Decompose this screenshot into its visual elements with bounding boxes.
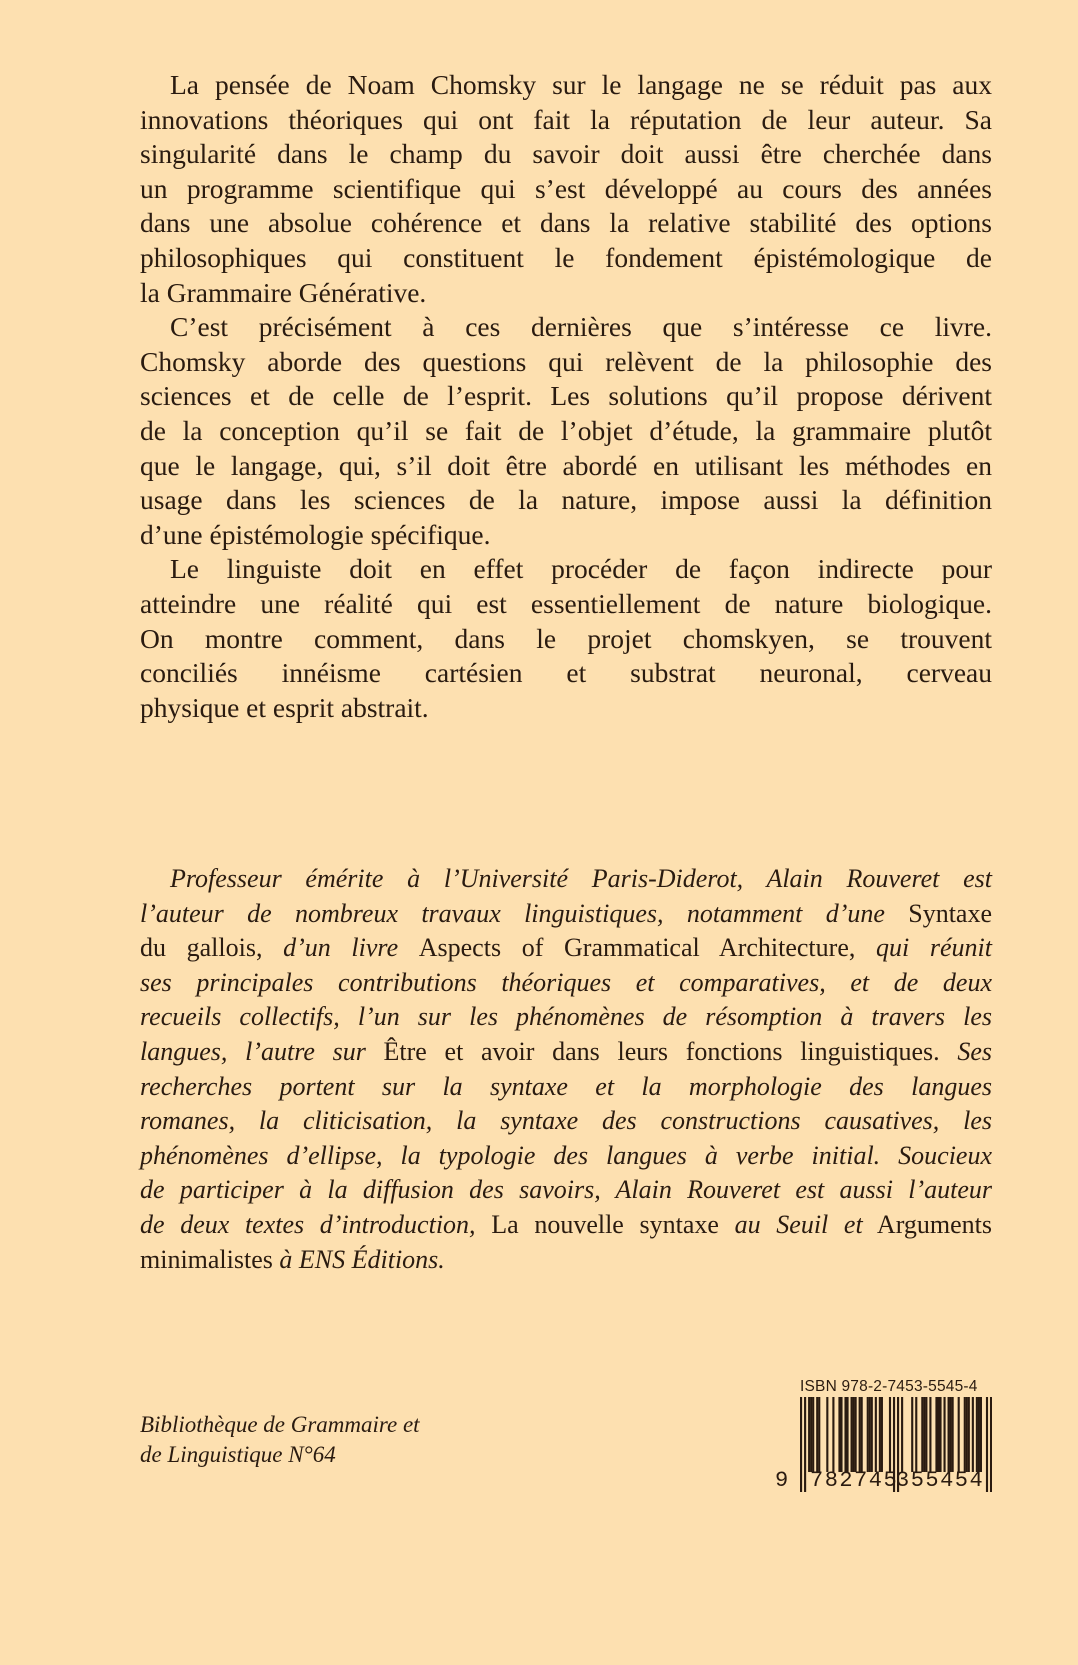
text-line: que le langage, qui, s’il doit être abordé en utilisant les méthodes en xyxy=(140,449,992,481)
barcode-bar xyxy=(881,1397,883,1472)
barcode-bar xyxy=(990,1397,992,1492)
barcode-bar xyxy=(812,1397,814,1472)
bio-line xyxy=(140,862,992,897)
barcode-bar xyxy=(840,1397,842,1472)
barcode-bar xyxy=(958,1397,960,1472)
barcode-bar xyxy=(952,1397,954,1472)
barcode-bar xyxy=(846,1397,848,1472)
bio-line xyxy=(140,1173,992,1208)
barcode-bar xyxy=(867,1397,869,1472)
barcode-bar xyxy=(844,1397,846,1472)
barcode-bar xyxy=(925,1397,927,1472)
barcode-bar xyxy=(800,1397,802,1492)
barcode-bar xyxy=(964,1397,966,1472)
isbn-barcode xyxy=(770,1378,995,1498)
barcode-bar xyxy=(929,1397,931,1472)
barcode-bar xyxy=(911,1397,913,1472)
barcode-bar xyxy=(943,1397,945,1472)
barcode-bar xyxy=(804,1397,806,1492)
text-line: sciences et de celle de l’esprit. Les solutions qu’il propose dérivent xyxy=(140,380,992,412)
roman-segment: Syntaxe xyxy=(908,898,992,928)
roman-segment: La nouvelle syntaxe xyxy=(475,1209,735,1239)
barcode-bar xyxy=(980,1397,982,1472)
ean-first-digit: 9 xyxy=(775,1468,790,1493)
text-line: dans une absolue cohérence et dans la relative stabilité des options xyxy=(140,207,992,239)
barcode-bar xyxy=(923,1397,925,1472)
barcode-bar xyxy=(889,1397,891,1472)
barcode-bar xyxy=(879,1397,881,1472)
barcode-bar xyxy=(901,1397,903,1472)
italic-segment: de deux textes d’introduction, xyxy=(140,1209,476,1239)
barcode-bar xyxy=(972,1397,974,1472)
barcode-bar xyxy=(986,1397,988,1492)
italic-segment: recherches portent sur la syntaxe et la morphologie des langues xyxy=(140,1071,992,1101)
text-line: innovations théoriques qui ont fait la réputation de leur auteur. Sa xyxy=(140,103,992,135)
barcode-bar xyxy=(937,1397,939,1472)
series-info xyxy=(140,1410,420,1470)
roman-segment: Arguments xyxy=(862,1209,993,1239)
text-line: physique et esprit abstrait. xyxy=(140,691,429,723)
barcode-bar xyxy=(976,1397,978,1472)
barcode-bar xyxy=(808,1397,810,1472)
text-line: Chomsky aborde des questions qui relèvent de la philosophie des xyxy=(140,345,992,377)
barcode-bar xyxy=(816,1397,818,1472)
text-line: conciliés innéisme cartésien et substrat neuronal, cerveau xyxy=(140,657,992,689)
bio-line xyxy=(140,1139,992,1174)
roman-segment: Aspects of Grammatical Architecture, xyxy=(418,933,856,963)
italic-segment: Ses xyxy=(939,1036,992,1066)
series-line-2: de Linguistique N°64 xyxy=(140,1442,336,1467)
italic-segment: à ENS Éditions. xyxy=(279,1244,445,1274)
ean-left-digits: 782745 xyxy=(810,1468,899,1493)
text-line: philosophiques qui constituent le fondement épistémologique de xyxy=(140,241,992,273)
italic-segment: l’auteur de nombreux travaux linguistiques, notamment d’une xyxy=(140,898,909,928)
barcode-bar xyxy=(968,1397,970,1472)
italic-segment: d’un livre xyxy=(283,933,419,963)
barcode-bar xyxy=(810,1397,812,1472)
bio-line xyxy=(140,966,992,1001)
barcode-bar xyxy=(826,1397,828,1472)
barcode-bar xyxy=(935,1397,937,1472)
italic-segment: de participer à la diffusion des savoirs, Alain Rouveret est aussi l’auteur xyxy=(140,1175,992,1205)
barcode-bar xyxy=(861,1397,863,1472)
barcode-bar xyxy=(915,1397,917,1472)
bio-line xyxy=(140,1000,992,1035)
text-line: la Grammaire Générative. xyxy=(140,276,427,308)
author-biography xyxy=(140,862,992,1277)
text-line: On montre comment, dans le projet chomskyen, se trouvent xyxy=(140,622,992,654)
bio-line xyxy=(140,1104,992,1139)
italic-segment: au Seuil et xyxy=(734,1209,863,1239)
barcode-bar xyxy=(838,1397,840,1472)
barcode-bar xyxy=(875,1397,877,1472)
text-line: singularité dans le champ du savoir doit aussi être cherchée dans xyxy=(140,138,992,170)
ean-right-digits: 355454 xyxy=(896,1468,985,1493)
roman-segment: minimalistes xyxy=(140,1244,280,1274)
barcode-bar xyxy=(853,1397,855,1472)
italic-segment: langues, l’autre sur xyxy=(140,1036,384,1066)
bio-line xyxy=(140,1243,992,1278)
bio-line xyxy=(140,897,992,932)
barcode-bar xyxy=(859,1397,861,1472)
italic-segment: ses principales contributions théoriques et comparatives, et de deux xyxy=(140,967,992,997)
description-text xyxy=(140,68,992,725)
italic-segment: recueils collectifs, l’un sur les phénomènes de résomption à travers les xyxy=(140,1002,992,1032)
barcode-bar xyxy=(869,1397,871,1472)
roman-segment: Être et avoir dans leurs fonctions linguistiques. xyxy=(383,1036,940,1066)
text-line: de la conception qu’il se fait de l’objet d’étude, la grammaire plutôt xyxy=(140,414,992,446)
barcode-bar xyxy=(978,1397,980,1472)
italic-segment: romanes, la cliticisation, la syntaxe des constructions causatives, les xyxy=(140,1106,992,1136)
text-line: La pensée de Noam Chomsky sur le langage ne se réduit pas aux xyxy=(170,69,992,100)
isbn-label: ISBN 978-2-7453-5545-4 xyxy=(800,1378,978,1395)
series-line-1: Bibliothèque de Grammaire et xyxy=(140,1412,420,1437)
barcode-bar xyxy=(855,1397,857,1472)
barcode-bar xyxy=(939,1397,941,1472)
text-line: un programme scientifique qui s’est développé au cours des années xyxy=(140,172,992,204)
barcode-bar xyxy=(871,1397,873,1472)
roman-segment: du gallois, xyxy=(140,933,284,963)
barcode-bar xyxy=(950,1397,952,1472)
italic-segment: phénomènes d’ellipse, la typologie des langues à verbe initial. Soucieux xyxy=(140,1140,992,1170)
barcode-bar xyxy=(818,1397,820,1472)
text-line: Le linguiste doit en effet procéder de façon indirecte pour xyxy=(170,553,992,585)
barcode-bar xyxy=(851,1397,853,1472)
barcode-bar xyxy=(921,1397,923,1472)
text-line: d’une épistémologie spécifique. xyxy=(140,518,491,550)
bio-line xyxy=(140,1035,992,1070)
text-line: C’est précisément à ces dernières que s’intéresse ce livre. xyxy=(170,311,992,343)
text-line: usage dans les sciences de la nature, impose aussi la définition xyxy=(140,484,992,516)
barcode-bar xyxy=(948,1397,950,1472)
barcode-bar xyxy=(832,1397,834,1472)
italic-segment: Professeur émérite à l’Université Paris-Diderot, Alain Rouveret est xyxy=(170,864,992,893)
barcode-bar xyxy=(966,1397,968,1472)
bio-line xyxy=(140,1070,992,1105)
italic-segment: qui réunit xyxy=(855,933,992,963)
bio-line xyxy=(140,931,992,966)
text-line: atteindre une réalité qui est essentiellement de nature biologique. xyxy=(140,587,992,619)
bio-line xyxy=(140,1208,992,1243)
